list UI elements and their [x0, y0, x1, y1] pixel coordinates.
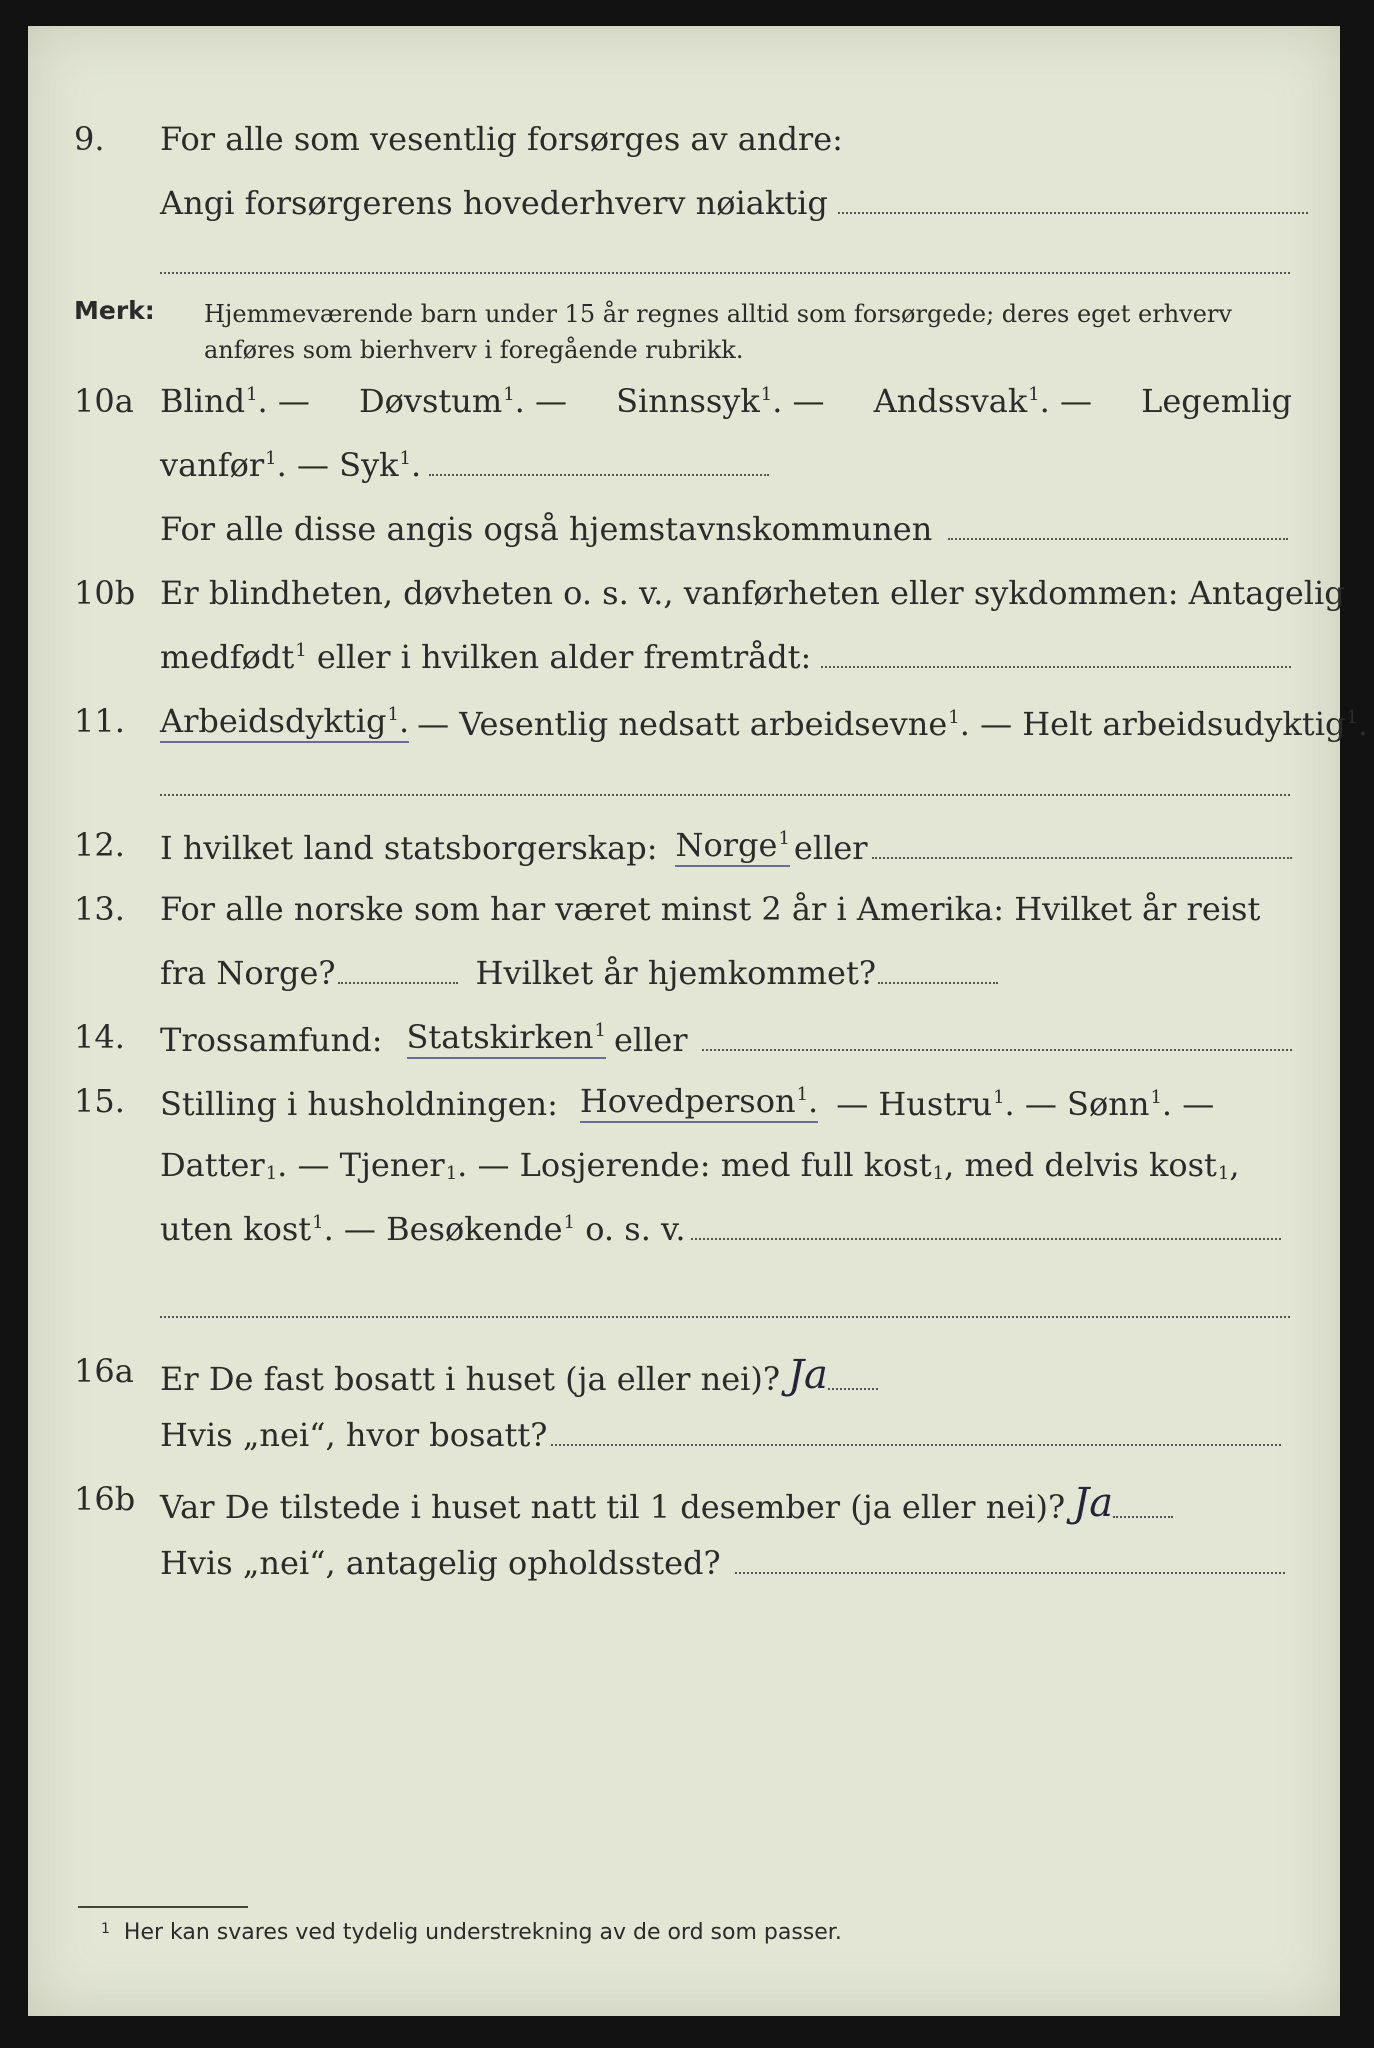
q12-post: eller — [793, 829, 868, 867]
q9-line2 — [160, 184, 1308, 222]
q9-answer-line[interactable] — [838, 212, 1308, 214]
q12-underlined-choice[interactable]: Norge$^1$ — [675, 826, 789, 867]
q14-underlined-choice[interactable]: Statskirken$^1$ — [407, 1018, 606, 1059]
q15-post: — Hustru$^1$. — Sønn$^1$. — — [836, 1085, 1215, 1123]
q11-number: 11. — [74, 702, 125, 740]
q10a-item-legemlig: Legemlig — [1141, 382, 1292, 420]
q10a-kommune-line[interactable] — [948, 538, 1288, 540]
q10a-item-blind: Blind$^1$. — — [160, 382, 310, 420]
q10b-line1: Er blindheten, døvheten o. s. v., vanførheten eller sykdommen: Antagelig — [160, 574, 1345, 612]
q11-line — [160, 702, 1368, 743]
q12-line — [160, 826, 1292, 867]
q16a-line1-text: Er De fast bosatt i huset (ja eller nei)? — [160, 1360, 781, 1398]
q16b-line1-text: Var De tilstede i huset natt til 1 desember (ja eller nei)? — [160, 1488, 1066, 1526]
q13-hjemkommet-line[interactable] — [878, 982, 998, 984]
q14-post: eller — [613, 1021, 688, 1059]
footnote-text: Her kan svares ved tydelig understrekning av de ord som passer. — [123, 1920, 842, 1945]
census-form-page — [28, 26, 1369, 2016]
footnote — [100, 1920, 842, 1945]
q16b-line2 — [160, 1544, 1285, 1582]
q10a-line1 — [160, 382, 1292, 420]
q14-line — [160, 1018, 1292, 1059]
q10a-item-andssvak: Andssvak$^1$. — — [873, 382, 1093, 420]
q9-extra-line[interactable] — [160, 272, 1290, 274]
merk-text: Hjemmeværende barn under 15 år regnes alltid som forsørgede; deres eget erhverv anføres som bierhverv i foregående rubrikk. — [204, 300, 1232, 364]
q15-extra-line[interactable] — [160, 1316, 1290, 1318]
q10a-item-dovstum: Døvstum$^1$. — — [358, 382, 567, 420]
q15-line1 — [160, 1082, 1214, 1123]
q11-extra-line[interactable] — [160, 794, 1290, 796]
footnote-mark: 1 — [101, 1921, 110, 1937]
q14-pre: Trossamfund: — [160, 1021, 383, 1059]
q16b-number: 16b — [74, 1480, 136, 1518]
q10b-line2-text: medfødt$^1$ eller i hvilken alder fremtrådt: — [160, 638, 812, 676]
q14-answer-line[interactable] — [702, 1049, 1292, 1051]
q12-answer-line[interactable] — [872, 857, 1292, 859]
q16a-bosatt-line[interactable] — [551, 1444, 1281, 1446]
q9-line2-text: Angi forsørgerens hovederhverv nøiaktig — [160, 184, 828, 222]
q9-number: 9. — [74, 120, 105, 158]
q10a-line3-text: For alle disse angis også hjemstavnskommunen — [160, 510, 933, 548]
q12-number: 12. — [74, 826, 125, 864]
q12-pre: I hvilket land statsborgerskap: — [160, 829, 658, 867]
q10a-syk-line[interactable] — [429, 474, 769, 476]
q16a-line2 — [160, 1416, 1281, 1454]
q10b-line2 — [160, 638, 1291, 676]
q16a-line1 — [160, 1352, 878, 1398]
q14-number: 14. — [74, 1018, 125, 1056]
q16b-opholdssted-line[interactable] — [735, 1572, 1285, 1574]
footnote-rule — [78, 1906, 248, 1908]
q9-line1: For alle som vesentlig forsørges av andre: — [160, 120, 843, 158]
q16a-handwritten-answer[interactable]: Ja — [788, 1352, 828, 1398]
q10a-number: 10a — [74, 382, 134, 420]
q10a-item-sinnssyk: Sinnssyk$^1$. — — [616, 382, 825, 420]
q13-line2 — [160, 954, 998, 992]
q15-line3-text: uten kost$^1$. — Besøkende$^1$ o. s. v. — [160, 1210, 686, 1248]
q10b-number: 10b — [74, 574, 136, 612]
q16b-handwritten-answer[interactable]: Ja — [1073, 1480, 1114, 1526]
q15-pre: Stilling i husholdningen: — [160, 1085, 558, 1123]
q10a-line2-text: vanfør$^1$. — Syk$^1$. — [160, 446, 422, 484]
q10a-line3 — [160, 510, 1288, 548]
q16a-number: 16a — [74, 1352, 134, 1390]
q15-number: 15. — [74, 1082, 125, 1120]
q15-underlined-choice[interactable]: Hovedperson$^1$. — [580, 1082, 818, 1123]
q13-line2a: fra Norge? — [160, 954, 336, 992]
q10a-line2 — [160, 446, 769, 484]
q13-line2b: Hvilket år hjemkommet? — [475, 954, 876, 992]
q15-line2: Datter 1 . — Tjener 1 . — Losjerende: med full kost 1 , med delvis kost 1 , — [160, 1146, 1240, 1184]
q16b-line1 — [160, 1480, 1173, 1526]
q13-line1: For alle norske som har været minst 2 år i Amerika: Hvilket år reist — [160, 890, 1261, 928]
q16a-answer-line[interactable] — [828, 1388, 878, 1390]
q11-rest: — Vesentlig nedsatt arbeidsevne$^1$. — Helt arbeidsudyktig$^1$. — [417, 705, 1369, 743]
q13-number: 13. — [74, 890, 125, 928]
q15-line3 — [160, 1210, 1281, 1248]
q16a-line2-text: Hvis „nei“, hvor bosatt? — [160, 1416, 548, 1454]
q10b-answer-line[interactable] — [821, 666, 1291, 668]
q16b-answer-line[interactable] — [1113, 1516, 1173, 1518]
q15-answer-line[interactable] — [691, 1238, 1281, 1240]
q16b-line2-text: Hvis „nei“, antagelig opholdssted? — [160, 1544, 721, 1582]
merk-label: Merk: — [74, 296, 155, 325]
q13-reist-line[interactable] — [338, 982, 458, 984]
q11-underlined-choice[interactable]: Arbeidsdyktig$^1$. — [160, 702, 409, 743]
